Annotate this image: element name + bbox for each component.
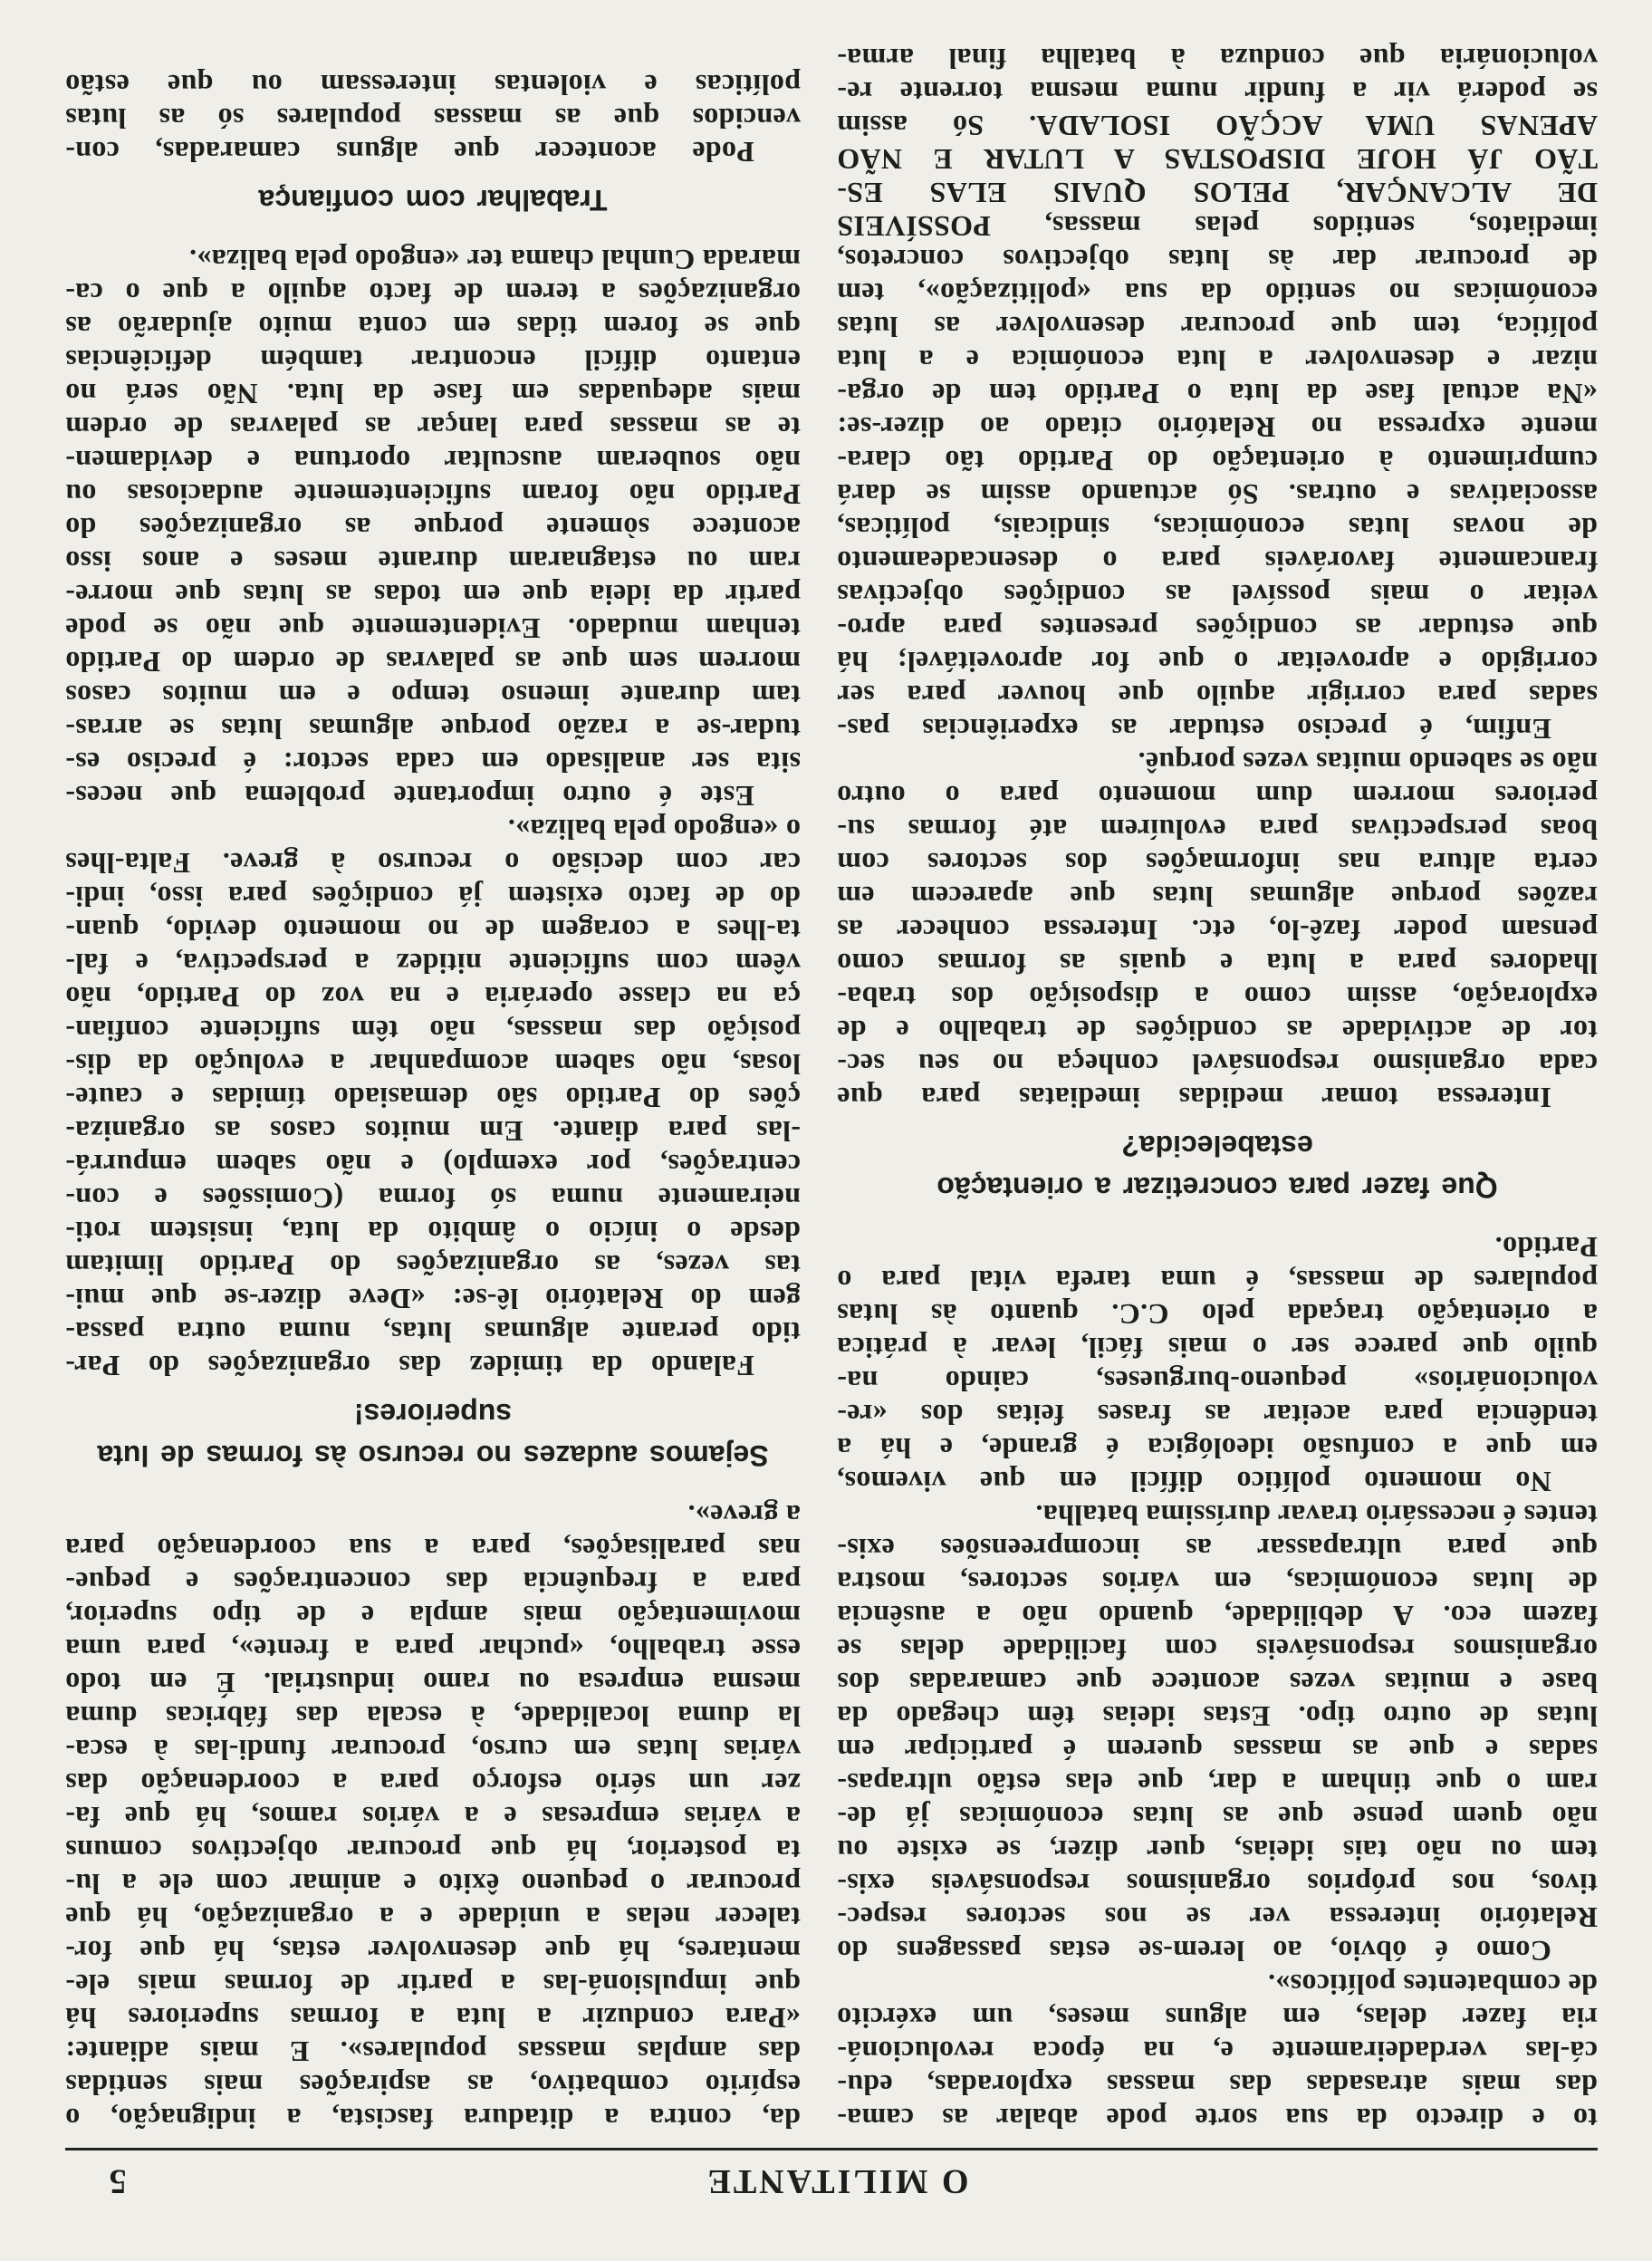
text-line: políticas e violentas interessam ou que estão (65, 69, 801, 101)
text-line: tido perante algumas lutas, numa outra passa- (65, 1316, 801, 1349)
text-line: periores morrem dum momento para o outro (837, 780, 1598, 813)
text-line: tivos, nos próprios organismos responsáveis exis- (837, 1868, 1598, 1900)
text-line: movimentação mais ampla e de tipo superior, (65, 1600, 801, 1632)
text-line: ram o que tinham a dar, que elas estão ultrapas- (837, 1767, 1598, 1800)
text-line: associativas e outras. Só actuando assim se dará (837, 478, 1598, 511)
text-line: populares de massas, é uma tarefa vital para o (837, 1265, 1598, 1297)
text-line: mesma empresa ou ramo industrial. É em todo (65, 1667, 801, 1699)
text-line: ram ou estagnaram durante meses e anos isso (65, 545, 801, 578)
paragraph (65, 243, 801, 813)
text-line: tenham mudado. Evidentemente que não se pode (65, 612, 801, 645)
text-line: ça na classe operária e na voz do Partido, não (65, 981, 801, 1014)
text-line: zer um sério esforço para a coordenação das (65, 1767, 801, 1800)
text-line: a várias empresas e a vários ramos, há que fa- (65, 1801, 801, 1833)
text-line: que impulsioná-las a partir de formas mais ele- (65, 1968, 801, 2001)
text-line: de novas lutas económicas, sindicais, políticas, (837, 512, 1598, 544)
text-line: sadas e que as massas querem é participar em (837, 1734, 1598, 1766)
text-line: «Na actual fase da luta o Partido tem de orga- (837, 378, 1598, 410)
text-line: não souberam auscultar oportuna e devidamen- (65, 445, 801, 477)
section-heading (837, 1125, 1598, 1208)
text-line: que estudar as condições presentes para apro- (837, 612, 1598, 645)
text-line: TÃO JÁ HOJE DISPOSTAS A LUTAR E NÃO (837, 143, 1598, 176)
text-line: ta-lhes a coragem de no momento devido, quan- (65, 914, 801, 947)
text-line: organizações a terem de facto aquilo a que o ca- (65, 277, 801, 310)
paragraph (65, 68, 801, 168)
text-line: la duma localidade, à escala das fábricas duma (65, 1700, 801, 1733)
text-line: política, tem que procurar desenvolver as lutas (837, 311, 1598, 343)
text-line: Partido. (1494, 1231, 1598, 1264)
text-line: económicas no sentido da sua «politização», tem (837, 277, 1598, 310)
text-line: o «engodo pela baliza». (507, 813, 801, 846)
text-line: várias lutas em curso, procurar fundi-las à esca- (65, 1734, 801, 1766)
text-line: do de facto existem já condições para isso, indi- (65, 880, 801, 913)
text-line: corrigido e aproveitar o que for aproveitável; há (837, 646, 1598, 678)
text-line: Falando da timidez das organizações do Par- (65, 1350, 754, 1382)
text-line: Interessa tomar medidas imediatas para que (837, 1082, 1551, 1114)
text-line: pensam poder fazê-lo, etc. Interessa conhecer as (837, 914, 1598, 947)
text-line: partir da ideia que em todas as lutas que morre- (65, 579, 801, 611)
text-line: da, contra a ditadura fascista, a indignação, o (65, 2102, 801, 2135)
text-line: Relatório interessa ver se nos sectores respec- (837, 1901, 1598, 1934)
publication-title: O MILITANTE (705, 2162, 969, 2200)
text-line: a orientação traçada pelo C.C. quanto às lutas (837, 1298, 1598, 1331)
text-line: tor de actividade as condições de trabalho e de (837, 1015, 1598, 1047)
text-line: quilo que parece ser o mais fácil, levar à prática (837, 1332, 1598, 1364)
text-line: sadas para corrigir aquilo que houver para ser (837, 679, 1598, 712)
text-line: de combatentes políticos». (1267, 1968, 1598, 2001)
text-line: exploração, assim como a disposição dos traba- (837, 981, 1598, 1014)
text-line: gem do Relatório lê-se: «Deve dizer-se que mui- (65, 1283, 801, 1315)
paragraph (65, 813, 801, 1382)
text-line: tendência para aceitar as frases feitas dos «re- (837, 1399, 1598, 1431)
text-line: fazem eco. A debilidade, quando não a ausência (837, 1600, 1598, 1632)
text-line: se poderá vir a fundir numa mesma torrente re- (837, 76, 1598, 109)
text-line: lutas de outro tipo. Estas ideias têm chegado da (837, 1700, 1598, 1733)
page-number: 5 (109, 2162, 127, 2200)
section-heading (65, 1393, 801, 1477)
paragraph (837, 1498, 1598, 1968)
text-line: vencidos que as massas populares só as lutas (65, 102, 801, 135)
text-line: que se forem tidas em conta muito ajudarão as (65, 311, 801, 343)
text-line: tam durante imenso tempo e em muitos casos (65, 679, 801, 712)
text-line: mais adequadas em fase da luta. Não será no (65, 378, 801, 410)
section-heading-line: estabelecida? (1121, 1130, 1313, 1162)
text-line: não quem pense que as lutas económicas já de- (837, 1801, 1598, 1833)
text-line: vêem com suficiente nitidez a perspectiva, e fal- (65, 948, 801, 980)
text-line: ções do Partido são demasiado tímidas e caute- (65, 1082, 801, 1114)
text-line: No momento político difícil em que vivemos, (837, 1466, 1551, 1498)
section-heading-line: Trabalhar com confiança (258, 184, 608, 216)
text-line: acontece sòmente porque as organizações do (65, 512, 801, 544)
paragraph (837, 746, 1598, 1114)
paragraph (837, 1968, 1598, 2135)
text-line: Este é outro importante problema que neces- (65, 780, 754, 813)
text-line: tudar-se a razão porque algumas lutas se arras- (65, 713, 801, 746)
text-line: lhadores para a luta e quais as formas como (837, 948, 1598, 980)
text-line: entanto difícil encontrar também deficiências (65, 344, 801, 377)
text-line: morrem sem que as palavras de ordem do Partido (65, 646, 801, 678)
text-line: em que a confusão ideológica é grande, e há a (837, 1432, 1598, 1465)
text-line: losas, não sabem acompanhar a evolução da dis- (65, 1048, 801, 1081)
text-line: imediatos, sentidos pelas massas, POSSÍVEIS (837, 210, 1598, 243)
text-line: volucionários» pequeno-burgueses, caindo na- (837, 1365, 1598, 1398)
text-line: «Para conduzir a luta a formas superiores há (65, 2002, 801, 2035)
text-line: organismos responsáveis com facilidade delas se (837, 1633, 1598, 1666)
paragraph (837, 42, 1598, 746)
text-line: cumprimento à orientação do Partido tão clara- (837, 445, 1598, 477)
text-line: mentares, há que desenvolver estas, há que for- (65, 1935, 801, 1968)
text-line: Partido não foram suficientemente audaciosas ou (65, 478, 801, 511)
text-line: ria fazer delas, em alguns meses, um exército (837, 2002, 1598, 2035)
text-line: sita ser analisado em cada sector: é preciso es- (65, 746, 801, 779)
text-line: marada Cunhal chama ter «engodo pela baliza». (188, 244, 801, 276)
text-line: volucionária que conduza à batalha final arma- (837, 43, 1598, 75)
text-line: tem ou não tais ideias, quer dizer, se existe ou (837, 1834, 1598, 1867)
text-line: tas vezes, as organizações do Partido limitam (65, 1249, 801, 1282)
section-heading (65, 179, 801, 221)
text-line: base e muitas vezes acontece que camaradas dos (837, 1667, 1598, 1699)
text-line: mente expressa no Relatório citado ao dizer-se: (837, 411, 1598, 444)
text-line: neiramente numa só forma (Comissões e con- (65, 1182, 801, 1215)
text-line: para a frequência das concentrações e peque- (65, 1566, 801, 1599)
paragraph (837, 1230, 1598, 1498)
text-line: que para ultrapassar as incompreensões exis- (837, 1533, 1598, 1565)
text-line: posição das massas, não têm suficiente confian- (65, 1015, 801, 1047)
text-line: cada organismo responsável conheça no seu sec- (837, 1048, 1598, 1081)
text-line: car com decisão o recurso à greve. Falta-lhes (65, 847, 801, 880)
text-line: nizar e desenvolver a luta económica e a luta (837, 344, 1598, 377)
text-line: boas perspectivas para evoluírem até formas su- (837, 813, 1598, 846)
text-column-right (65, 68, 801, 2135)
text-line: veitar o mais possível as condições objectivas (837, 579, 1598, 611)
text-line: cá-las verdadeiramente e, na época revolucioná- (837, 2035, 1598, 2068)
text-line: francamente favoráveis para o desencadeamento (837, 545, 1598, 578)
section-heading-line: superiores! (353, 1398, 513, 1430)
text-line: a greve». (687, 1499, 801, 1532)
text-line: certa altura nas informações dos sectores com (837, 847, 1598, 880)
text-line: to e directo da sua sorte pode abalar as cama- (837, 2102, 1598, 2135)
text-line: ta posterior, há que procurar objectivos comuns (65, 1834, 801, 1867)
text-line: das mais atrasadas das massas exploradas, edu- (837, 2069, 1598, 2102)
text-line: desde o início o âmbito da luta, insistem roti- (65, 1216, 801, 1248)
text-line: razões porque algumas lutas que aparecem em (837, 880, 1598, 913)
text-line: DE ALCANÇAR, PELOS QUAIS ELAS ES- (837, 177, 1598, 209)
text-line: tentes é necessário travar duríssima batalha. (1035, 1499, 1598, 1532)
text-line: de lutas económicas, em vários sectores, mostra (837, 1566, 1598, 1599)
text-line: APENAS UMA ACÇÃO ISOLADA. Só assim (837, 110, 1598, 142)
text-line: procurar o pequeno êxito e animar com ele a lu- (65, 1868, 801, 1900)
text-line: Como é óbvio, ao lerem-se estas passagens do (837, 1935, 1551, 1968)
text-line: centrações, por exemplo) e não sabem empurrá- (65, 1149, 801, 1181)
section-heading-line: Sejamos audazes no recurso às formas de luta (97, 1439, 769, 1472)
text-line: -las para diante. Em muitos casos as organiza- (65, 1115, 801, 1148)
text-line: esse trabalho, «puchar para a frente», para uma (65, 1633, 801, 1666)
section-heading-line: Que fazer para concretizar a orientação (936, 1171, 1498, 1204)
text-line: Enfim, é preciso estudar as experiências pas- (837, 713, 1551, 746)
header-rule (65, 2148, 1598, 2150)
text-line: talecer nelas a unidade e a organização, há que (65, 1901, 801, 1934)
text-line: Pode acontecer que alguns camaradas, con- (65, 136, 754, 168)
text-line: das amplas massas populares». E mais adiante: (65, 2035, 801, 2068)
text-line: não se sabendo muitas vezes porquê. (1138, 746, 1598, 779)
paragraph (65, 1498, 801, 2135)
text-line: espírito combativo, as aspirações mais sentidas (65, 2069, 801, 2102)
text-line: de procurar dar às lutas objectivos concretos, (837, 244, 1598, 276)
text-line: te as massas para lançar as palavras de ordem (65, 411, 801, 444)
text-column-left (837, 42, 1598, 2135)
text-line: nas paralisações, para a sua coordenação para (65, 1533, 801, 1565)
